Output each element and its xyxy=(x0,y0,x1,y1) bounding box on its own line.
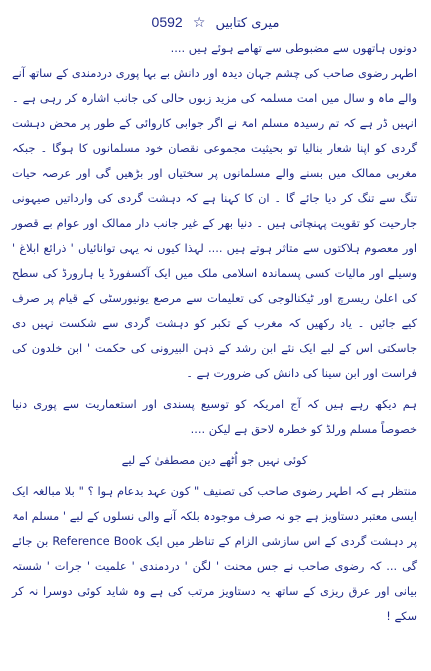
paragraph-1: دونوں ہاتھوں سے مضبوطی سے تھامے ہوئے ہیں .... xyxy=(170,41,417,55)
paragraph-2: اطہر رضوی صاحب کی چشم جہان دیدہ اور دانش بے بہا پوری دردمندی کے ساتھ آنے والے ماہ و سال میں امت مسلمہ کی مزید زبوں حالی کی جانب اشارہ کر رہی ہے ۔ انہیں ڈر ہے کہ تم رسیدہ مسلم امۃ نے اگر جوابی کاروائی کے طور پر محض دہشت گردی کو اپنا شعار بنالیا تو بحیثیت مجموعی نقصان خود مسلمانوں کا ہوگا ۔ جبکہ مغربی ممالک میں بسنے والے مسلمانوں پر سختیاں اور بڑھیں گی اور عرصہ حیات تنگ سے تنگ کر دیا جائے گا ۔ ان کا کہنا ہے کہ دہشت گردی کی وارداتیں صیہونی جارحیت کو تقویت پہنچاتی ہیں ۔ دنیا بھر کے غیر جانب دار ممالک اور عوام بے قصور اور معصوم ہلاکتوں سے متاثر ہوتے ہیں .... لہذا کیوں نہ یہی توانائیاں ' ذرائع ابلاغ ' وسیلے اور مالیات کسی پسماندہ اسلامی ملک میں ایک آکسفورڈ یا ہارورڈ کی سطح کی اعلیٰ ریسرچ اور ٹیکنالوجی کی تعلیمات سے مرصع یونیورسٹی کے قیام پر صرف کیے جائیں ۔ یاد رکھیں کہ مغرب کے تکبر کو دہشت گردی سے شکست نہیں دی جاسکتی اس کے لیے ایک نئے ابن رشد کے ذہن البیرونی کی حکمت ' ابن خلدون کی فراست اور ابن سینا کی دانش کی ضرورت ہے ۔ xyxy=(12,66,417,380)
book-title: میری کتابیں xyxy=(215,16,280,31)
page-header xyxy=(0,14,431,31)
paragraph-4: منتظر ہے کہ اطہر رضوی صاحب کی تصنیف " کون عہد بدعام ہوا ؟ " بلا مبالغہ ایک ایسی معتبر دستاویز ہے جو نہ صرف موجودہ بلکہ آنے والی نسلوں کے لیے ' مسلم امۃ پر دہشت گردی کے اس سازشی الزام کے تناظر میں ایک Reference Book بن جائے گی ... کہ رضوی صاحب نے جس محنت ' لگن ' دردمندی ' علمیت ' جرات ' شستہ بیانی اور عرق ریزی کے ساتھ یہ دستاویز مرتب کی ہے وہ شاید کوئی دوسرا نہ کر سکے ! xyxy=(12,484,417,623)
paragraph-3: ہم دیکھ رہے ہیں کہ آج امریکہ کو توسیع پسندی اور استعماریت سے پوری دنیا خصوصاً مسلم ورلڈ کو خطرہ لاحق ہے لیکن .... xyxy=(12,397,417,436)
star-icon: ☆ xyxy=(192,15,206,31)
body-text xyxy=(12,36,417,629)
poetry-verse: کوئی نہیں جو اُٹھے دین مصطفیٰ کے لیے xyxy=(121,453,308,467)
page-number: 0592 xyxy=(151,14,183,30)
